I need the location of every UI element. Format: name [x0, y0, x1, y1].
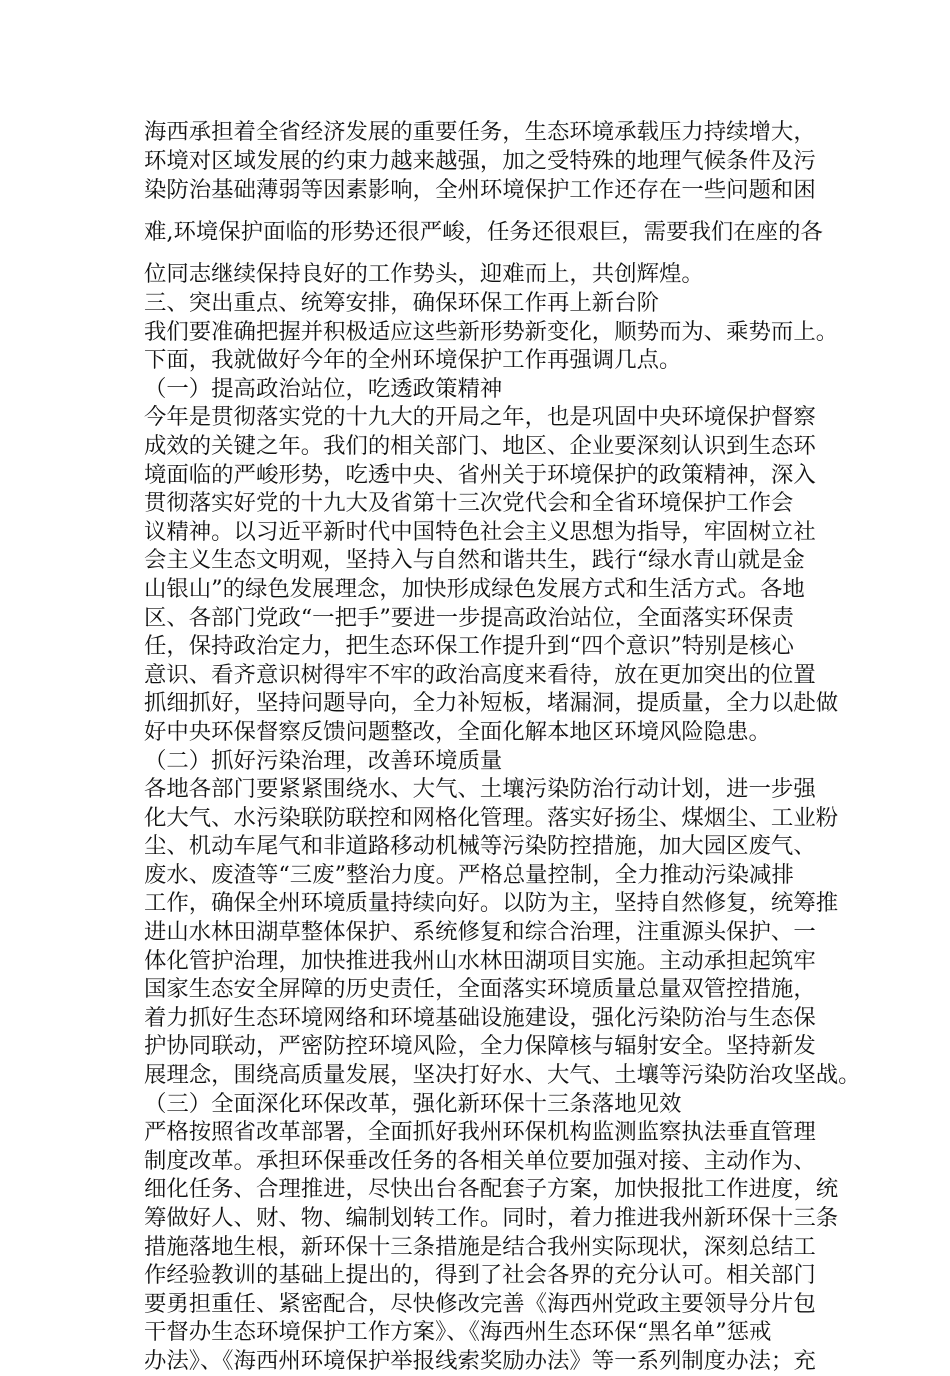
text-line: 下面，我就做好今年的全州环境保护工作再强调几点。	[144, 347, 682, 374]
text-line: 展理念，围绕高质量发展，坚决打好水、大气、土壤等污染防治攻坚战。	[144, 1062, 861, 1089]
text-line: 国家生态安全屏障的历史责任，全面落实环境质量总量双管控措施，	[144, 976, 816, 1003]
subsection-heading-2: （二）抓好污染治理，改善环境质量	[144, 747, 503, 774]
text-line: 今年是贯彻落实党的十九大的开局之年，也是巩固中央环境保护督察	[144, 404, 816, 431]
text-line: 作经验教训的基础上提出的，得到了社会各界的充分认可。相关部门	[144, 1262, 816, 1289]
text-line: 任，保持政治定力，把生态环保工作提升到“四个意识”特别是核心	[144, 633, 794, 660]
text-line: 区、各部门党政“一把手”要进一步提高政治站位，全面落实环保责	[144, 604, 794, 631]
section-heading-3: 三、突出重点、统筹安排，确保环保工作再上新台阶	[144, 290, 659, 316]
text-line: 尘、机动车尾气和非道路移动机械等污染防控措施，加大园区废气、	[144, 833, 816, 860]
text-line: 进山水林田湖草整体保护、系统修复和综合治理，注重源头保护、一	[144, 919, 816, 946]
text-line: 议精神。以习近平新时代中国特色社会主义思想为指导，牢固树立社	[144, 518, 816, 545]
text-line: 山银山”的绿色发展理念，加快形成绿色发展方式和生活方式。各地	[144, 575, 805, 602]
text-line: 境面临的严峻形势，吃透中央、省州关于环境保护的政策精神，深入	[144, 461, 816, 488]
text-line: 我们要准确把握并积极适应这些新形势新变化，顺势而为、乘势而上。	[144, 318, 839, 345]
text-line: 干督办生态环境保护工作方案》、《海西州生态环保“黑名单”惩戒	[144, 1319, 772, 1346]
text-line: 成效的关键之年。我们的相关部门、地区、企业要深刻认识到生态环	[144, 432, 816, 459]
text-line: 染防治基础薄弱等因素影响，全州环境保护工作还存在一些问题和困	[144, 177, 816, 203]
text-line: 要勇担重任、紧密配合，尽快修改完善《海西州党政主要领导分片包	[144, 1290, 816, 1317]
subsection-heading-1: （一）提高政治站位，吃透政策精神	[144, 375, 503, 402]
text-line: 工作，确保全州环境质量持续向好。以防为主，坚持自然修复，统筹推	[144, 890, 839, 917]
paragraph-pollution-control	[144, 775, 861, 1090]
text-line: 抓细抓好，坚持问题导向，全力补短板，堵漏洞，提质量，全力以赴做	[144, 690, 839, 717]
text-line: 着力抓好生态环境网络和环境基础设施建设，强化污染防治与生态保	[144, 1004, 816, 1031]
text-line: 筹做好人、财、物、编制划转工作。同时，着力推进我州新环保十三条	[144, 1205, 839, 1231]
text-line: 化大气、水污染联防联控和网格化管理。落实好扬尘、煤烟尘、工业粉	[144, 804, 839, 831]
text-line: 废水、废渣等“三废”整治力度。严格总量控制，全力推动污染减排	[144, 861, 794, 888]
text-line: 制度改革。承担环保垂改任务的各相关单位要加强对接、主动作为、	[144, 1147, 816, 1174]
paragraph-section-3-intro	[144, 318, 839, 375]
text-line: 措施落地生根，新环保十三条措施是结合我州实际现状，深刻总结工	[144, 1233, 816, 1260]
text-line: 体化管护治理，加快推进我州山水林田湖项目实施。主动承担起筑牢	[144, 947, 816, 974]
text-line: 贯彻落实好党的十九大及省第十三次党代会和全省环境保护工作会	[144, 490, 794, 517]
text-line: 办法》、《海西州环境保护举报线索奖励办法》等一系列制度办法；充	[144, 1347, 816, 1374]
text-line: 各地各部门要紧紧围绕水、大气、土壤污染防治行动计划，进一步强	[144, 776, 816, 803]
text-line: 护协同联动，严密防控环境风险，全力保障核与辐射安全。坚持新发	[144, 1033, 816, 1060]
text-line: 海西承担着全省经济发展的重要任务，生态环境承载压力持续增大，	[144, 119, 816, 145]
text-line: 严格按照省改革部署，全面抓好我州环保机构监测监察执法垂直管理	[144, 1119, 816, 1146]
text-line: 环境对区域发展的约束力越来越强，加之受特殊的地理气候条件及污	[144, 148, 816, 174]
paragraph-intro	[144, 118, 823, 289]
text-line: 难,环境保护面临的形势还很严峻，任务还很艰巨，需要我们在座的各	[144, 219, 823, 245]
document-page	[144, 118, 861, 1376]
paragraph-political-stance	[144, 403, 839, 746]
subsection-heading-3: （三）全面深化环保改革，强化新环保十三条落地见效	[144, 1090, 682, 1117]
paragraph-reform	[144, 1118, 839, 1375]
text-line: 细化任务、合理推进，尽快出台各配套子方案，加快报批工作进度，统	[144, 1176, 839, 1203]
text-line: 好中央环保督察反馈问题整改，全面化解本地区环境风险隐患。	[144, 718, 771, 745]
text-line: 会主义生态文明观，坚持入与自然和谐共生，践行“绿水青山就是金	[144, 547, 805, 574]
text-line: 位同志继续保持良好的工作势头，迎难而上，共创辉煌。	[144, 261, 704, 287]
text-line: 意识、看齐意识树得牢不牢的政治高度来看待，放在更加突出的位置	[144, 661, 816, 688]
